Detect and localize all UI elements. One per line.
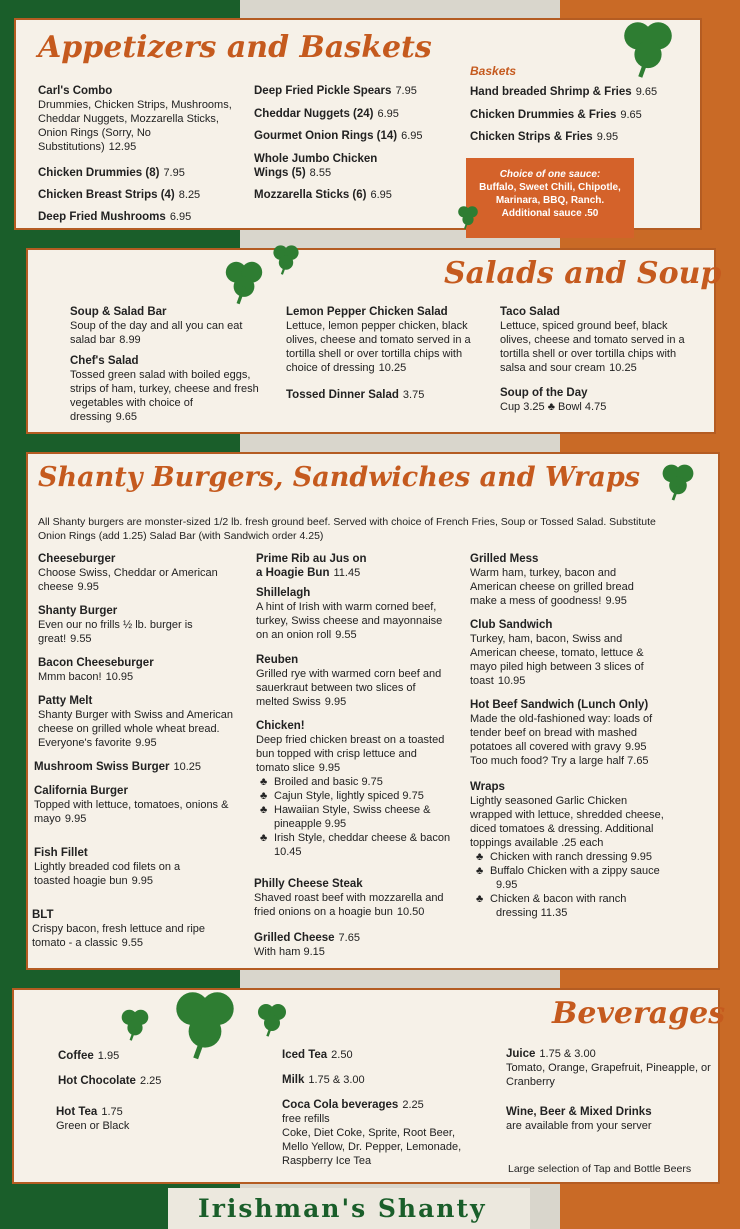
menu-item: Chicken Breast Strips (4) 8.25	[38, 189, 201, 201]
beverages-title: Beverages	[552, 996, 726, 1031]
appetizers-title: Appetizers and Baskets	[38, 30, 432, 65]
menu-item: Milk 1.75 & 3.00	[282, 1074, 365, 1086]
menu-item: Coffee 1.95	[58, 1050, 120, 1062]
baskets-label: Baskets	[470, 64, 517, 78]
sauce-box: Choice of one sauce: Buffalo, Sweet Chili, Chipotle, Marinara, BBQ, Ranch. Additional sauce .50	[466, 158, 634, 238]
menu-item: Chef's Salad Tossed green salad with boiled eggs, strips of ham, turkey, cheese and fresh vegetables with choice of dressing 9.65	[70, 355, 259, 423]
menu-item: Taco Salad Lettuce, spiced ground beef, black olives, cheese and tomato served in a tortilla shell or over tortilla chips with salsa and sour cream 10.25	[500, 306, 685, 374]
menu-item: Whole Jumbo Chicken Wings (5) 8.55	[254, 153, 378, 179]
menu-item: Grilled Mess Warm ham, turkey, bacon and American cheese on grilled bread make a mess of goodness! 9.95	[470, 553, 634, 607]
menu-item: Philly Cheese Steak Shaved roast beef with mozzarella and fried onions on a hoagie bun 10.50	[254, 878, 444, 918]
menu-item: Reuben Grilled rye with warmed corn beef and sauerkraut between two slices of melted Swiss 9.95	[256, 654, 442, 708]
menu-item: Club Sandwich Turkey, ham, bacon, Swiss and American cheese, tomato, lettuce & mayo piled high between 3 slices of toast 10.95	[470, 619, 644, 687]
sub-item: ♣ Broiled and basic 9.75	[256, 775, 452, 789]
menu-item: Patty Melt Shanty Burger with Swiss and American cheese on grilled whole wheat bread. Everyone's favorite 9.95	[38, 695, 234, 749]
menu-item: Soup & Salad Bar Soup of the day and all you can eat salad bar 8.99	[70, 306, 243, 346]
salads-title: Salads and Soup	[444, 256, 722, 291]
menu-item: Mushroom Swiss Burger 10.25	[34, 761, 201, 773]
sub-item: ♣ Chicken with ranch dressing 9.95	[470, 850, 670, 864]
menu-item: Mozzarella Sticks (6) 6.95	[254, 189, 392, 201]
sub-item: ♣ Buffalo Chicken with a zippy sauce 9.95	[470, 864, 670, 892]
shamrock-icon	[164, 980, 246, 1062]
shamrock-icon	[218, 254, 270, 306]
shamrock-icon	[116, 1004, 154, 1042]
menu-item: Chicken Drummies & Fries 9.65	[470, 109, 642, 121]
shamrock-icon	[656, 458, 700, 502]
menu-item: Shanty Burger Even our no frills ½ lb. burger is great! 9.55	[38, 605, 193, 645]
sub-item: ♣ Cajun Style, lightly spiced 9.75	[256, 789, 452, 803]
menu-item: Wraps Lightly seasoned Garlic Chicken wrapped with lettuce, shredded cheese, diced tomatoes & dressing. Additional toppings available .25 each ♣ Chicken with ranch dressing 9.95 ♣ Buffalo Chicken with a zippy sauce 9.95 ♣ Chicken & bacon with ranch dressing 11.35	[470, 780, 670, 920]
shamrock-icon	[252, 998, 292, 1038]
clover-bullet-icon: ♣	[547, 401, 555, 413]
menu-item: Tossed Dinner Salad 3.75	[286, 389, 425, 401]
menu-item: Chicken! Deep fried chicken breast on a toasted bun topped with crisp lettuce and tomato slice 9.95 ♣ Broiled and basic 9.75 ♣ Cajun Style, lightly spiced 9.75 ♣ Hawaiian Style, Swiss cheese & pineapple 9.95 ♣ Irish Style, cheddar cheese & bacon 10.45	[256, 719, 452, 859]
menu-item: Deep Fried Pickle Spears 7.95	[254, 85, 417, 97]
menu-item: Cheeseburger Choose Swiss, Cheddar or American cheese 9.95	[38, 553, 218, 593]
footer-brand: Irishman's Shanty	[198, 1194, 487, 1223]
menu-item: Soup of the Day Cup 3.25 ♣ Bowl 4.75	[500, 387, 607, 413]
beverages-note: Large selection of Tap and Bottle Beers	[508, 1163, 692, 1175]
shamrock-icon	[268, 240, 304, 276]
menu-item: Prime Rib au Jus on a Hoagie Bun 11.45	[256, 553, 367, 579]
menu-item: Chicken Strips & Fries 9.95	[470, 131, 619, 143]
menu-item: BLT Crispy bacon, fresh lettuce and ripe tomato - a classic 9.55	[32, 909, 206, 949]
sub-item: ♣ Hawaiian Style, Swiss cheese & pineapple 9.95	[256, 803, 452, 831]
burgers-title: Shanty Burgers, Sandwiches and Wraps	[38, 462, 640, 493]
menu-item: Hot Beef Sandwich (Lunch Only) Made the old-fashioned way: loads of tender beef on bread with mashed potatoes all covered with gravy 9.95 Too much food? Try a large half 7.65	[470, 699, 653, 767]
menu-item: Coca Cola beverages 2.25 free refills Coke, Diet Coke, Sprite, Root Beer, Mello Yellow, Dr. Pepper, Lemonade, Raspberry Ice Tea	[282, 1099, 462, 1167]
menu-item: Hot Chocolate 2.25	[58, 1075, 162, 1087]
sub-item: ♣ Irish Style, cheddar cheese & bacon 10.45	[256, 831, 452, 859]
menu-item: Hot Tea 1.75 Green or Black	[56, 1106, 130, 1132]
menu-item: Iced Tea 2.50	[282, 1049, 353, 1061]
shamrock-icon	[454, 202, 482, 230]
menu-item: California Burger Topped with lettuce, tomatoes, onions & mayo 9.95	[34, 785, 229, 825]
menu-item: Juice 1.75 & 3.00 Tomato, Orange, Grapefruit, Pineapple, or Cranberry	[506, 1048, 711, 1088]
menu-item: Hand breaded Shrimp & Fries 9.65	[470, 86, 658, 98]
shamrock-icon	[614, 12, 682, 80]
menu-item: Fish Fillet Lightly breaded cod filets on a toasted hoagie bun 9.95	[34, 847, 181, 887]
menu-item: Chicken Drummies (8) 7.95	[38, 167, 185, 179]
menu-item: Cheddar Nuggets (24) 6.95	[254, 108, 399, 120]
menu-item: Lemon Pepper Chicken Salad Lettuce, lemon pepper chicken, black olives, cheese and tomato served in a tortilla shell or over tortilla chips with choice of dressing 10.25	[286, 306, 471, 374]
menu-item: Deep Fried Mushrooms 6.95	[38, 211, 192, 223]
sub-item: ♣ Chicken & bacon with ranch dressing 11.35	[470, 892, 670, 920]
menu-item: Grilled Cheese 7.65 With ham 9.15	[254, 932, 360, 958]
menu-item: Gourmet Onion Rings (14) 6.95	[254, 130, 423, 142]
menu-item: Bacon Cheeseburger Mmm bacon! 10.95	[38, 657, 154, 683]
burgers-intro: All Shanty burgers are monster-sized 1/2 lb. fresh ground beef. Served with choice of French Fries, Soup or Tossed Salad. Substitute Onion Rings (add 1.25) Salad Bar (with Sandwich order 4.25)	[38, 516, 656, 542]
menu-item: Shillelagh A hint of Irish with warm corned beef, turkey, Swiss cheese and mayonnaise on an onion roll 9.55	[256, 587, 443, 641]
menu-item: Wine, Beer & Mixed Drinks are available from your server	[506, 1106, 652, 1132]
menu-item: Carl's Combo Drummies, Chicken Strips, Mushrooms, Cheddar Nuggets, Mozzarella Sticks, Onion Rings (Sorry, No Substitutions) 12.95	[38, 85, 232, 153]
